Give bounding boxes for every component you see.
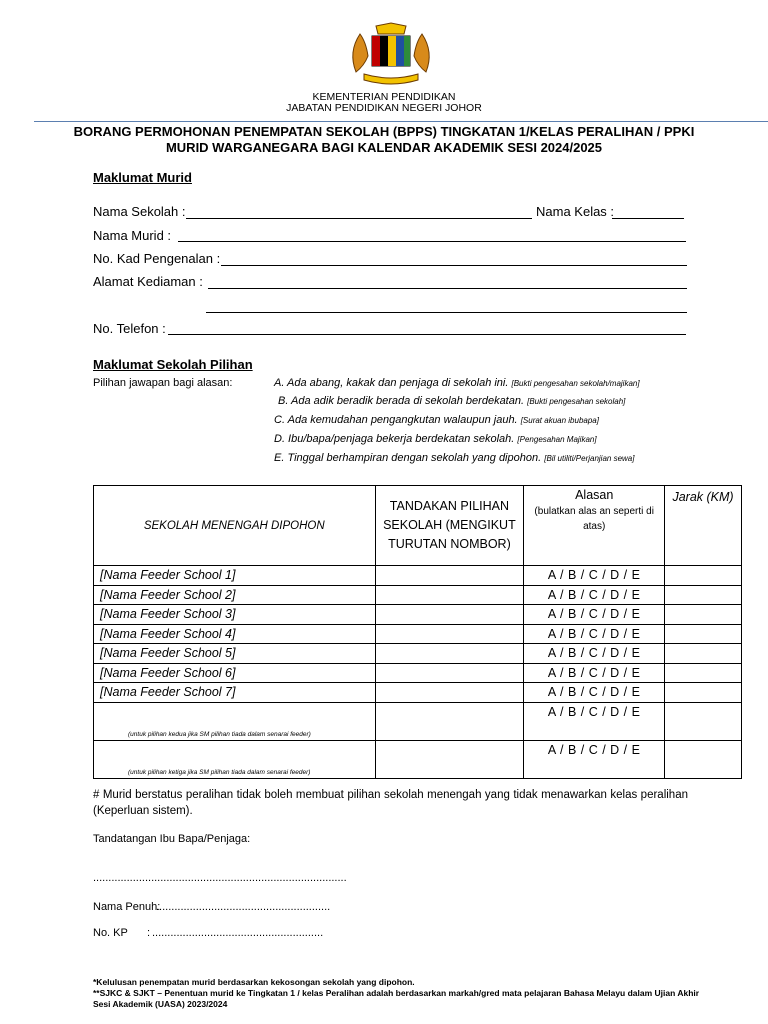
reason-cell[interactable]: A / B / C / D / E (524, 605, 665, 625)
school-name-label: Nama Sekolah : (93, 204, 186, 219)
table-row (94, 644, 742, 664)
header-divider (34, 121, 768, 122)
table-row (94, 605, 742, 625)
distance-cell[interactable] (665, 663, 742, 683)
col-reason-title: Alasan (575, 488, 614, 502)
school-name-cell: [Nama Feeder School 2] (94, 585, 376, 605)
distance-cell[interactable] (665, 702, 742, 740)
table-row (94, 663, 742, 683)
fullname-label: Nama Penuh: (93, 901, 161, 913)
distance-cell[interactable] (665, 740, 742, 778)
col-distance-header: Jarak (KM) (665, 486, 742, 566)
reason-cell[interactable]: A / B / C / D / E (524, 585, 665, 605)
student-name-label: Nama Murid : (93, 228, 172, 243)
reason-option-text: A. Ada abang, kakak dan penjaga di sekolah ini. (274, 377, 509, 389)
reason-option-d (274, 433, 597, 445)
form-title-line-1: BORANG PERMOHONAN PENEMPATAN SEKOLAH (BPPS) TINGKATAN 1/KELAS PERALIHAN / PPKI (73, 124, 695, 139)
reason-option-text: B. Ada adik beradik berada di sekolah berdekatan. (278, 395, 525, 407)
department-name: JABATAN PENDIDIKAN NEGERI JOHOR (286, 102, 482, 114)
school-name-cell: [Nama Feeder School 7] (94, 683, 376, 703)
school-name-cell: [Nama Feeder School 4] (94, 624, 376, 644)
reason-cell[interactable]: A / B / C / D / E (524, 566, 665, 586)
reason-option-note: [Pengesahan Majikan] (517, 435, 597, 444)
tick-cell[interactable] (375, 585, 524, 605)
table-row (94, 624, 742, 644)
extra-school-note: (untuk pilihan ketiga jika SM pilihan tiada dalam senarai feeder) (128, 768, 311, 776)
table-header-row (94, 486, 742, 566)
reason-option-note: [Surat akuan ibubapa] (520, 416, 599, 425)
school-name-cell: [Nama Feeder School 5] (94, 644, 376, 664)
footnote-2: **SJKC & SJKT – Penentuan murid ke Tingkatan 1 / kelas Peralihan adalah berdasarkan markah/gred mata pelajaran Bahasa Melayu dalam Ujian Akhir Sesi Akademik (UASA) 2023/2024 (93, 988, 700, 1009)
reason-cell[interactable]: A / B / C / D / E (524, 644, 665, 664)
extra-school-note: (untuk pilihan kedua jika SM pilihan tiada dalam senarai feeder) (128, 730, 311, 738)
phone-field[interactable] (168, 334, 686, 335)
distance-cell[interactable] (665, 683, 742, 703)
reason-option-b (278, 395, 625, 407)
distance-cell[interactable] (665, 605, 742, 625)
tick-cell[interactable] (375, 663, 524, 683)
table-row-extra-1 (94, 702, 742, 740)
form-title-line-2: MURID WARGANEGARA BAGI KALENDAR AKADEMIK SESI 2024/2025 (165, 139, 603, 155)
tick-cell[interactable] (375, 683, 524, 703)
extra-school-cell[interactable] (94, 740, 376, 778)
school-name-cell: [Nama Feeder School 1] (94, 566, 376, 586)
col-reason-header (524, 486, 665, 566)
reason-option-note: [Bukti pengesahan sekolah/majikan] (511, 379, 640, 388)
address-field-line-2[interactable] (206, 312, 687, 313)
jata-negara-crest-icon (346, 22, 436, 86)
ic-number-label: No. Kad Pengenalan : (93, 251, 221, 266)
col-tick-header: TANDAKAN PILIHAN SEKOLAH (MENGIKUT TURUTAN NOMBOR) (375, 486, 524, 566)
table-row (94, 683, 742, 703)
school-name-cell: [Nama Feeder School 3] (94, 605, 376, 625)
student-name-field[interactable] (178, 241, 686, 242)
reason-cell[interactable]: A / B / C / D / E (524, 683, 665, 703)
reason-option-text: E. Tinggal berhampiran dengan sekolah yang dipohon. (274, 452, 542, 464)
distance-cell[interactable] (665, 644, 742, 664)
class-name-field[interactable] (612, 218, 684, 219)
table-row (94, 585, 742, 605)
class-name-label: Nama Kelas : (536, 204, 615, 219)
school-name-field[interactable] (186, 218, 532, 219)
address-field-line-1[interactable] (208, 288, 687, 289)
phone-label: No. Telefon : (93, 321, 166, 336)
col-school-header: SEKOLAH MENENGAH DIPOHON (94, 486, 376, 566)
reason-cell[interactable]: A / B / C / D / E (524, 702, 665, 740)
ic-number-field[interactable] (221, 265, 687, 266)
school-name-cell: [Nama Feeder School 6] (94, 663, 376, 683)
tick-cell[interactable] (375, 644, 524, 664)
signature-line[interactable]: ................................................................................... (93, 872, 347, 884)
signature-label: Tandatangan Ibu Bapa/Penjaga: (93, 833, 251, 845)
reason-cell[interactable]: A / B / C / D / E (524, 740, 665, 778)
student-info-heading: Maklumat Murid (93, 170, 192, 185)
form-title (0, 124, 768, 155)
extra-school-cell[interactable] (94, 702, 376, 740)
col-reason-note: (bulatkan alas an seperti di atas) (534, 506, 654, 532)
kp-label: No. KP (93, 927, 128, 939)
tick-cell[interactable] (375, 702, 524, 740)
kp-field[interactable]: ........................................................ (152, 927, 324, 939)
reason-option-text: D. Ibu/bapa/penjaga bekerja berdekatan sekolah. (274, 433, 515, 445)
reason-option-note: [Bukti pengesahan sekolah] (527, 397, 626, 406)
table-row (94, 566, 742, 586)
tick-cell[interactable] (375, 605, 524, 625)
reason-option-e (274, 452, 634, 464)
distance-cell[interactable] (665, 566, 742, 586)
distance-cell[interactable] (665, 624, 742, 644)
tick-cell[interactable] (375, 624, 524, 644)
transition-notice: # Murid berstatus peralihan tidak boleh membuat pilihan sekolah menengah yang tidak menawarkan kelas peralihan (Keperluan sistem). (93, 789, 688, 817)
reason-option-c (274, 414, 599, 426)
reason-cell[interactable]: A / B / C / D / E (524, 624, 665, 644)
fullname-field[interactable]: ......................................................... (156, 901, 331, 913)
table-row-extra-2 (94, 740, 742, 778)
kp-colon: : (147, 927, 151, 939)
reason-option-a (274, 377, 640, 389)
reason-options-label: Pilihan jawapan bagi alasan: (93, 377, 233, 389)
reason-option-note: [Bil utiliti/Perjanjian sewa] (544, 454, 635, 463)
school-choice-heading: Maklumat Sekolah Pilihan (93, 357, 253, 372)
reason-option-text: C. Ada kemudahan pengangkutan walaupun jauh. (274, 414, 518, 426)
school-choice-table (93, 485, 742, 779)
tick-cell[interactable] (375, 740, 524, 778)
tick-cell[interactable] (375, 566, 524, 586)
ministry-name: KEMENTERIAN PENDIDIKAN (312, 91, 456, 103)
distance-cell[interactable] (665, 585, 742, 605)
address-label: Alamat Kediaman : (93, 274, 203, 289)
footnote-1: *Kelulusan penempatan murid berdasarkan kekosongan sekolah yang dipohon. (93, 977, 415, 987)
reason-cell[interactable]: A / B / C / D / E (524, 663, 665, 683)
